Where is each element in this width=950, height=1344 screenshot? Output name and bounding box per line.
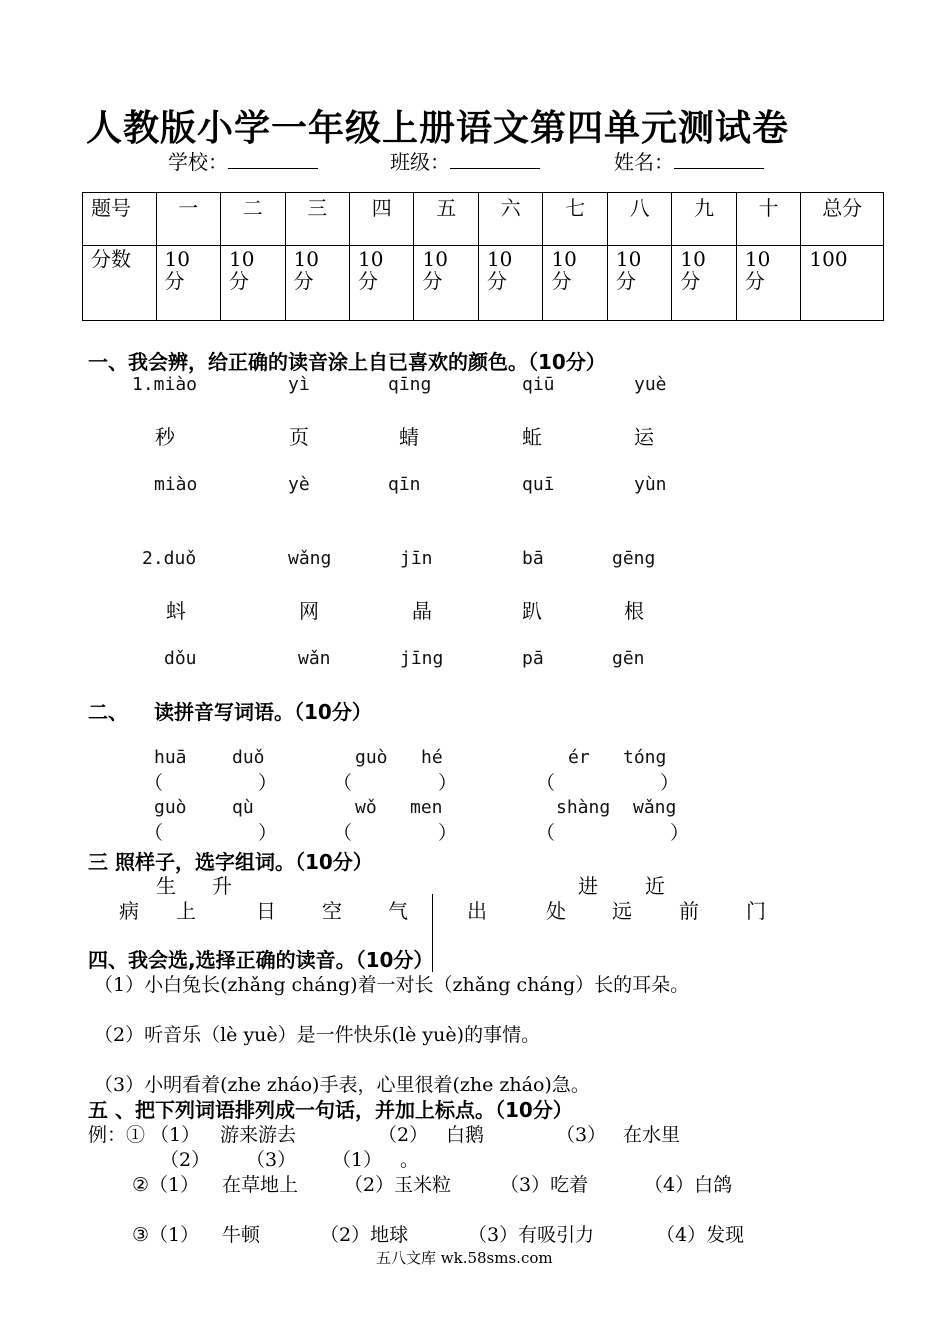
pinyin-option[interactable]: quī <box>522 474 555 495</box>
school-blank[interactable] <box>228 150 318 169</box>
answer-blank-open[interactable]: （ <box>333 772 353 794</box>
table-cell: 九 <box>672 193 736 246</box>
question-item: （3）小明看着(zhe zháo)手表，心里很着(zhe zháo)急。 <box>94 1074 590 1096</box>
word-number: （3） <box>556 1124 607 1146</box>
table-cell: 七 <box>543 193 607 246</box>
pinyin-option[interactable]: yè <box>288 474 310 495</box>
pinyin-option[interactable]: pā <box>522 648 544 669</box>
pinyin-option[interactable]: qīng <box>388 374 432 395</box>
word: （4）白鸽 <box>644 1174 733 1196</box>
question-item: （1）小白兔长(zhǎng cháng)着一对长（zhǎng cháng）长的耳朵。 <box>94 974 690 996</box>
hanzi: 蚯 <box>522 425 542 449</box>
table-cell: 五 <box>414 193 478 246</box>
class-blank[interactable] <box>450 150 540 169</box>
section2-heading: 读拼音写词语。（10分） <box>154 700 372 724</box>
pinyin-option[interactable]: yuè <box>634 374 667 395</box>
word-char: 前 <box>679 899 699 923</box>
score-table-score-row <box>83 246 884 321</box>
table-cell: 题号 <box>83 193 157 246</box>
pinyin-option[interactable]: miào <box>154 474 198 495</box>
word-char: 日 <box>256 899 276 923</box>
name-blank[interactable] <box>674 150 764 169</box>
table-cell: 四 <box>349 193 413 246</box>
table-cell[interactable]: 10 分 <box>478 246 542 321</box>
pinyin-option[interactable]: gēng <box>612 548 656 569</box>
answer-blank-close[interactable]: ） <box>660 772 680 794</box>
page-title: 人教版小学一年级上册语文第四单元测试卷 <box>86 108 790 149</box>
name-field <box>614 146 764 175</box>
section5-heading: 五 、把下列词语排列成一句话，并加上标点。（10分） <box>88 1098 573 1122</box>
table-cell[interactable]: 10 分 <box>285 246 349 321</box>
word: 游来游去 <box>220 1124 297 1146</box>
answer-blank-close[interactable]: ） <box>258 772 278 794</box>
hanzi: 根 <box>624 599 644 623</box>
word: （2）玉米粒 <box>344 1174 452 1196</box>
example-char: 近 <box>645 874 665 898</box>
word-char: 病 <box>119 899 139 923</box>
hanzi: 页 <box>289 425 309 449</box>
pinyin: hé <box>421 747 443 768</box>
question-item: （2）听音乐（lè yuè）是一件快乐(lè yuè)的事情。 <box>94 1024 541 1046</box>
section4-heading: 四、我会选,选择正确的读音。（10分） <box>88 948 434 972</box>
word-char: 上 <box>176 899 196 923</box>
section1-heading: 一、我会辨，给正确的读音涂上自已喜欢的颜色。（10分） <box>88 350 606 374</box>
example-char: 升 <box>212 874 232 898</box>
answer-blank-close[interactable]: ） <box>438 822 458 844</box>
footer-watermark: 五八文库 wk.58sms.com <box>376 1249 553 1267</box>
pinyin: tóng <box>623 747 667 768</box>
word: （3）有吸引力 <box>468 1224 595 1246</box>
answer-blank-open[interactable]: （ <box>536 772 556 794</box>
table-cell: 一 <box>156 193 220 246</box>
word: （2）地球 <box>320 1224 409 1246</box>
example-char: 生 <box>156 874 176 898</box>
pinyin: wǎng <box>633 797 677 818</box>
pinyin-option[interactable]: qīn <box>388 474 421 495</box>
table-cell: 二 <box>221 193 285 246</box>
answer-order: （2） <box>160 1149 211 1171</box>
table-cell[interactable]: 10 分 <box>607 246 671 321</box>
word-char: 出 <box>467 899 487 923</box>
question-prefix: ②（1） <box>132 1174 200 1196</box>
word-char: 空 <box>322 899 342 923</box>
pinyin-option[interactable]: wǎng <box>288 548 332 569</box>
pinyin: guò <box>355 747 388 768</box>
word: 牛顿 <box>222 1224 261 1246</box>
pinyin: wǒ <box>355 797 377 818</box>
table-cell: 十 <box>736 193 800 246</box>
hanzi: 秒 <box>155 425 175 449</box>
answer-blank-open[interactable]: （ <box>333 822 353 844</box>
answer-blank-close[interactable]: ） <box>670 822 690 844</box>
word: 在水里 <box>623 1124 681 1146</box>
pinyin-option[interactable]: jīng <box>400 648 444 669</box>
table-cell: 八 <box>607 193 671 246</box>
answer-blank-open[interactable]: （ <box>536 822 556 844</box>
table-cell[interactable]: 10 分 <box>672 246 736 321</box>
name-label: 姓名： <box>614 150 674 174</box>
class-field <box>390 146 540 175</box>
section3-heading: 三 照样子，选字组词。（10分） <box>88 850 373 874</box>
pinyin: qù <box>232 797 254 818</box>
table-cell[interactable]: 10 分 <box>543 246 607 321</box>
pinyin: guò <box>154 797 187 818</box>
hanzi: 蚪 <box>166 599 186 623</box>
answer-order: （1） <box>332 1149 383 1171</box>
word-char: 气 <box>388 899 408 923</box>
word: 白鹅 <box>446 1124 485 1146</box>
pinyin: shàng <box>556 797 611 818</box>
table-cell: 分数 <box>83 246 157 321</box>
word-char: 门 <box>746 899 766 923</box>
word-number: （2） <box>378 1124 429 1146</box>
pinyin-option[interactable]: yì <box>288 374 310 395</box>
word: （3）吃着 <box>500 1174 589 1196</box>
word: 在草地上 <box>222 1174 299 1196</box>
pinyin: ér <box>568 747 590 768</box>
pinyin-option[interactable]: qiū <box>522 374 555 395</box>
pinyin-option[interactable]: 2.duǒ <box>142 548 197 569</box>
score-table-header-row <box>83 193 884 246</box>
pinyin-option[interactable]: gēn <box>612 648 645 669</box>
table-cell: 总分 <box>801 193 884 246</box>
section2-number: 二、 <box>88 700 128 724</box>
score-table <box>82 192 884 321</box>
answer-blank-close[interactable]: ） <box>258 822 278 844</box>
pinyin-option[interactable]: wǎn <box>298 648 331 669</box>
table-cell[interactable]: 100 <box>801 246 884 321</box>
pinyin: huā <box>154 747 187 768</box>
pinyin-option[interactable]: jīn <box>400 548 433 569</box>
school-field <box>168 146 318 175</box>
word: （4）发现 <box>656 1224 745 1246</box>
table-cell: 六 <box>478 193 542 246</box>
school-label: 学校： <box>168 150 228 174</box>
table-cell[interactable]: 10 分 <box>221 246 285 321</box>
hanzi: 网 <box>299 599 319 623</box>
hanzi: 蜻 <box>399 425 419 449</box>
example-prefix: 例：① <box>88 1124 146 1146</box>
pinyin: men <box>410 797 443 818</box>
answer-period: 。 <box>400 1149 420 1171</box>
pinyin-option[interactable]: bā <box>522 548 544 569</box>
answer-blank-open[interactable]: （ <box>144 822 164 844</box>
word-char: 处 <box>546 899 566 923</box>
pinyin-option[interactable]: yùn <box>634 474 667 495</box>
hanzi: 晶 <box>412 599 432 623</box>
pinyin-option[interactable]: dǒu <box>164 648 197 669</box>
hanzi: 运 <box>634 425 654 449</box>
question-prefix: ③（1） <box>132 1224 200 1246</box>
pinyin: duǒ <box>232 747 265 768</box>
table-cell[interactable]: 10 分 <box>414 246 478 321</box>
answer-blank-close[interactable]: ） <box>438 772 458 794</box>
table-cell: 三 <box>285 193 349 246</box>
word-number: （1） <box>150 1124 201 1146</box>
example-char: 进 <box>578 874 598 898</box>
table-cell[interactable]: 10 分 <box>349 246 413 321</box>
class-label: 班级： <box>390 150 450 174</box>
table-cell[interactable]: 10 分 <box>736 246 800 321</box>
hanzi: 趴 <box>522 599 542 623</box>
answer-blank-open[interactable]: （ <box>144 772 164 794</box>
answer-order: （3） <box>246 1149 297 1171</box>
table-cell[interactable]: 10 分 <box>156 246 220 321</box>
pinyin-option[interactable]: 1.miào <box>132 374 198 395</box>
word-char: 远 <box>612 899 632 923</box>
